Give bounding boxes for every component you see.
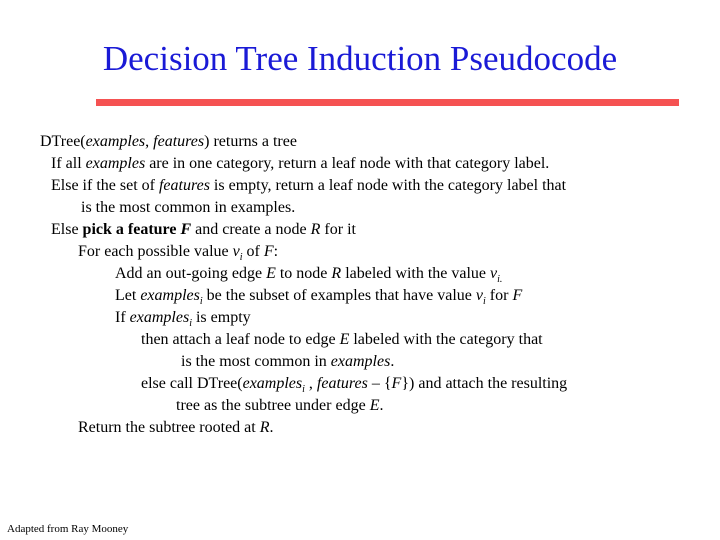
pseudocode-line-12 [141, 374, 567, 394]
pseudocode-line-13 [176, 396, 383, 416]
code-text: is the most common in [181, 353, 331, 370]
code-text: , [304, 375, 317, 392]
code-text: labeled with the category that [349, 331, 543, 348]
code-text: Else [51, 221, 83, 238]
pseudocode-line-3 [51, 176, 566, 196]
code-subscript: i [302, 384, 305, 396]
code-variable: v [475, 287, 483, 304]
code-text: then attach a leaf node to edge [141, 331, 340, 348]
code-text: is empty, return a leaf node with the category label that [209, 177, 567, 194]
code-subscript: i [189, 318, 192, 330]
code-text: If [115, 309, 130, 326]
code-text: for it [320, 221, 356, 238]
pseudocode-line-5 [51, 220, 356, 240]
code-variable: examples [129, 309, 190, 326]
code-variable: E [369, 397, 380, 414]
pseudocode-line-4 [81, 198, 295, 218]
code-variable: examples [242, 375, 303, 392]
code-text: is the most common in examples. [81, 199, 296, 216]
code-variable: R [310, 221, 321, 238]
code-text: labeled with the value [341, 265, 491, 282]
attribution-footer: Adapted from Ray Mooney [7, 523, 129, 535]
code-text: . [269, 419, 274, 436]
pseudocode-line-2 [51, 154, 549, 174]
code-subscript: i [199, 296, 203, 308]
code-text: }) and attach the resulting [401, 375, 568, 392]
code-text: DTree( [40, 133, 86, 150]
title-underline-rule [96, 99, 679, 106]
code-text: and create a node [191, 221, 311, 238]
pseudocode-line-8 [115, 286, 522, 306]
pseudocode-line-11 [181, 352, 394, 372]
pseudocode-line-6 [78, 242, 278, 262]
code-variable: v [490, 265, 498, 282]
code-variable: features [316, 375, 368, 392]
slide-title: Decision Tree Induction Pseudocode [102, 39, 618, 78]
code-text: Let [115, 287, 141, 304]
code-text: . [379, 397, 384, 414]
pseudocode-line-14 [78, 418, 274, 438]
code-text: . [390, 353, 395, 370]
code-text: Else if the set of [51, 177, 159, 194]
code-variable: examples [330, 353, 391, 370]
code-variable: F [391, 375, 402, 392]
code-variable: F [263, 243, 274, 260]
pseudocode-line-10 [141, 330, 543, 350]
code-text: else call DTree( [141, 375, 243, 392]
code-variable: v [232, 243, 240, 260]
code-text: If all [51, 155, 86, 172]
code-variable: features [158, 177, 210, 194]
pseudocode-line-7 [115, 264, 502, 284]
code-variable: F [180, 221, 192, 238]
code-variable: F [512, 287, 523, 304]
code-text: are in one category, return a leaf node with that category label. [145, 155, 550, 172]
code-variable: examples [85, 155, 146, 172]
code-variable: R [331, 265, 342, 282]
code-variable: R [259, 419, 270, 436]
code-text: of [242, 243, 264, 260]
code-text: be the subset of examples that have value [202, 287, 476, 304]
code-text: ) returns a tree [204, 133, 297, 150]
code-text: For each possible value [78, 243, 233, 260]
code-text: : [273, 243, 279, 260]
code-emphasis: pick a feature [82, 221, 181, 238]
code-variable: features [153, 133, 205, 150]
code-variable: E [266, 265, 276, 282]
pseudocode-line-9 [115, 308, 251, 328]
pseudocode-line-1 [40, 132, 297, 152]
code-variable: E [339, 331, 350, 348]
code-text: tree as the subtree under edge [176, 397, 370, 414]
code-subscript: i. [497, 274, 503, 286]
code-variable: examples [140, 287, 200, 304]
code-text: Add an out-going edge [115, 265, 267, 282]
code-text: Return the subtree rooted at [78, 419, 260, 436]
code-text: to node [275, 265, 332, 282]
code-subscript: i [483, 296, 486, 308]
code-text: is empty [191, 309, 251, 326]
code-subscript: i [239, 252, 243, 264]
code-text: – { [367, 375, 392, 392]
code-text: , [145, 133, 154, 150]
code-text: for [485, 287, 513, 304]
code-variable: examples [85, 133, 146, 150]
